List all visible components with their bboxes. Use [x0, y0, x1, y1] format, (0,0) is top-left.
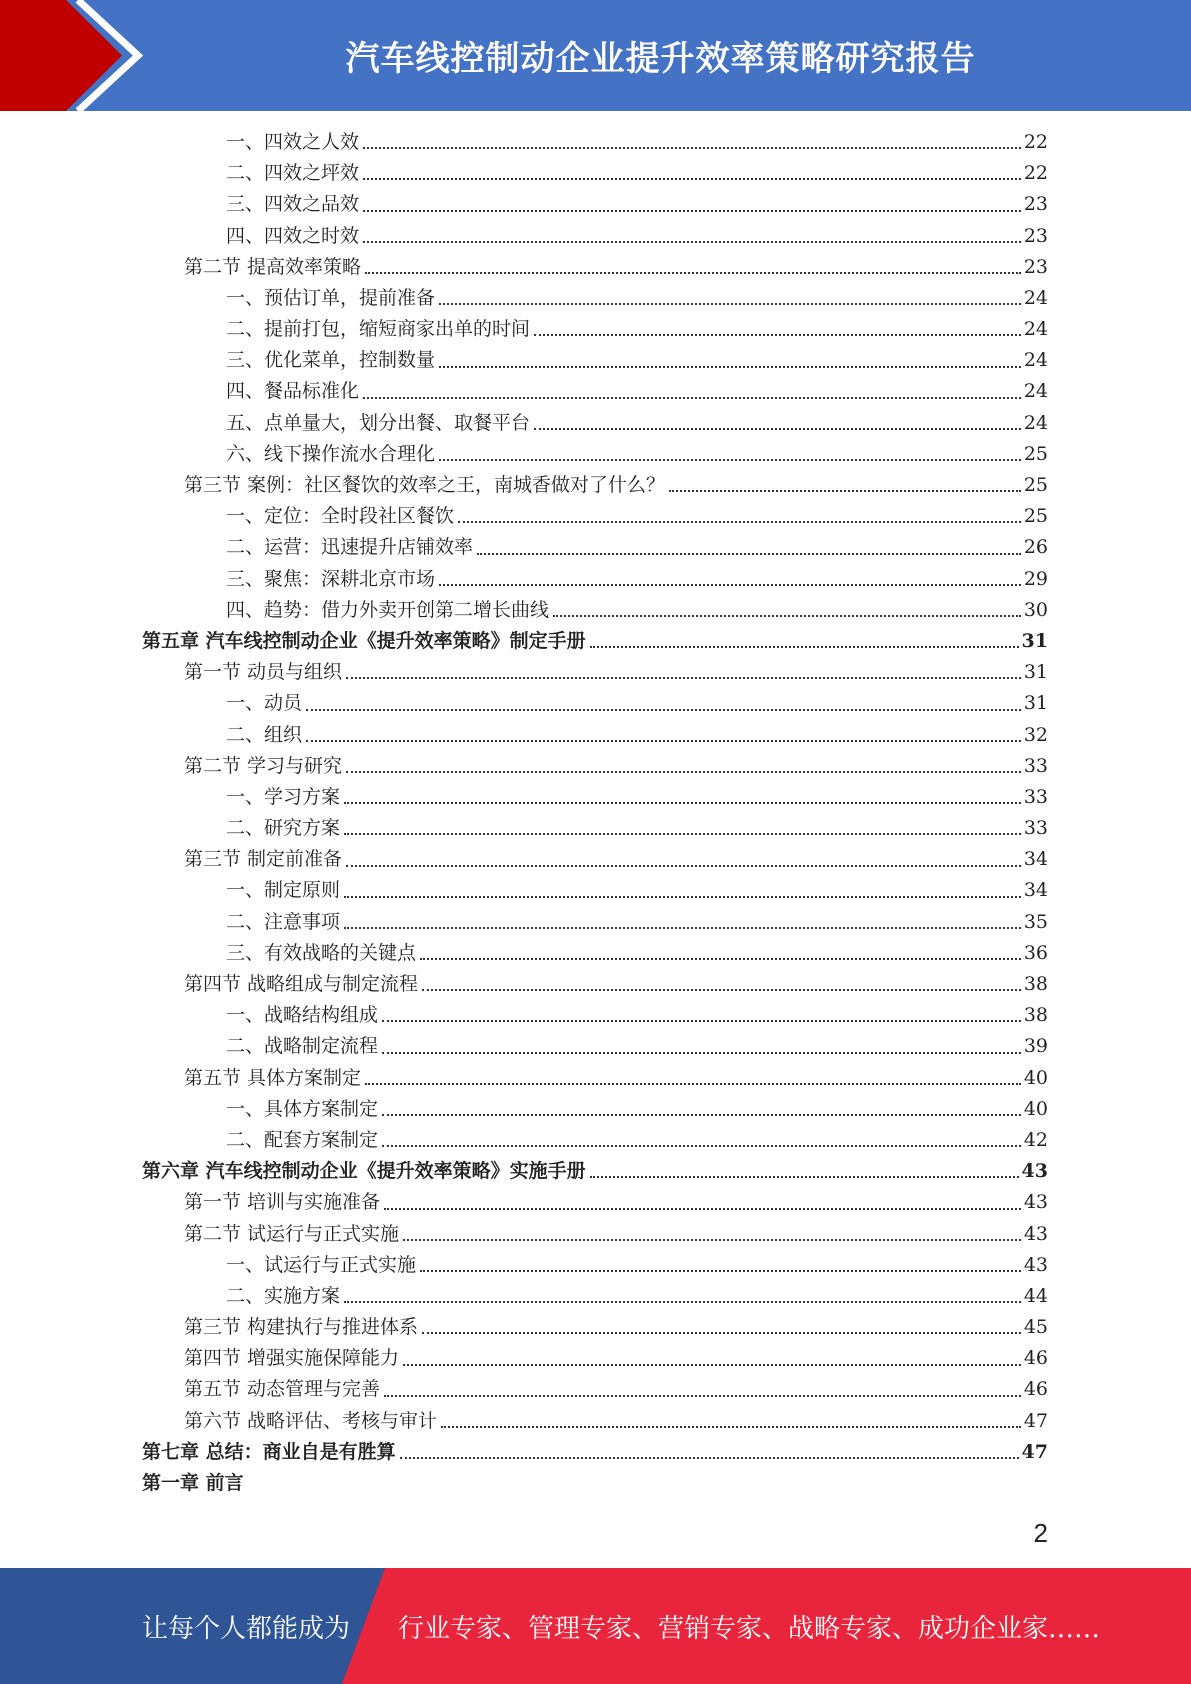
toc-section-row[interactable]: [142, 1375, 1048, 1406]
toc-entry-label: 一、定位：全时段社区餐饮: [226, 505, 455, 528]
toc-entry-label: 一、战略结构组成: [226, 1004, 379, 1027]
toc-entry-page: 25: [1023, 474, 1048, 497]
toc-subsection-row[interactable]: [142, 345, 1048, 376]
toc-dot-leader: [553, 615, 1021, 617]
toc-entry-page: 25: [1023, 442, 1048, 465]
toc-subsection-row[interactable]: [142, 720, 1048, 751]
toc-entry-label: 二、提前打包，缩短商家出单的时间: [226, 318, 531, 341]
toc-entry-label: 第一章 前言: [142, 1472, 244, 1495]
toc-entry-page: 22: [1023, 162, 1048, 185]
toc-entry-page: 31: [1021, 629, 1048, 652]
toc-entry-label: 六、线下操作流水合理化: [226, 442, 436, 465]
toc-dot-leader: [458, 521, 1021, 523]
toc-subsection-row[interactable]: [142, 158, 1048, 189]
toc-entry-label: 二、配套方案制定: [226, 1128, 379, 1151]
toc-entry-label: 第六节 战略评估、考核与审计: [184, 1409, 438, 1432]
toc-subsection-row[interactable]: [142, 283, 1048, 314]
toc-entry-page: 43: [1023, 1191, 1048, 1214]
toc-subsection-row[interactable]: [142, 189, 1048, 220]
toc-entry-label: 第二节 试运行与正式实施: [184, 1222, 400, 1245]
toc-entry-label: 第一节 动员与组织: [184, 661, 343, 684]
toc-entry-page: 43: [1023, 1222, 1048, 1245]
toc-section-row[interactable]: [142, 1063, 1048, 1094]
toc-entry-page: 24: [1023, 286, 1048, 309]
page-number: 2: [1033, 1518, 1048, 1548]
toc-dot-leader: [534, 334, 1021, 336]
toc-entry-page: 29: [1023, 567, 1048, 590]
toc-dot-leader: [363, 210, 1021, 212]
toc-entry-page: 36: [1023, 941, 1048, 964]
toc-dot-leader: [382, 1114, 1021, 1116]
toc-dot-leader: [344, 833, 1021, 835]
toc-subsection-row[interactable]: [142, 1000, 1048, 1031]
report-title: 汽车线控制动企业提升效率策略研究报告: [345, 39, 976, 79]
toc-subsection-row[interactable]: [142, 532, 1048, 563]
toc-entry-page: 38: [1023, 973, 1048, 996]
toc-entry-label: 一、四效之人效: [226, 130, 360, 153]
toc-entry-page: 33: [1023, 785, 1048, 808]
toc-entry-label: 一、预估订单，提前准备: [226, 286, 436, 309]
toc-entry-label: 五、点单量大，划分出餐、取餐平台: [226, 411, 531, 434]
footer-slogan-right: 行业专家、管理专家、营销专家、战略专家、成功企业家……: [398, 1613, 1101, 1644]
toc-entry-page: 34: [1023, 848, 1048, 871]
toc-dot-leader: [590, 1176, 1019, 1178]
toc-entry-label: 一、试运行与正式实施: [226, 1253, 417, 1276]
toc-dot-leader: [363, 147, 1021, 149]
toc-dot-leader: [382, 1020, 1021, 1022]
toc-entry-page: 23: [1023, 255, 1048, 278]
toc-subsection-row[interactable]: [142, 1094, 1048, 1125]
toc-entry-label: 二、四效之坪效: [226, 162, 360, 185]
toc-entry-page: 33: [1023, 817, 1048, 840]
toc-entry-page: 47: [1023, 1409, 1048, 1432]
toc-chapter-row[interactable]: [142, 1437, 1048, 1468]
toc-subsection-row[interactable]: [142, 876, 1048, 907]
toc-dot-leader: [534, 428, 1021, 430]
toc-entry-page: 46: [1023, 1347, 1048, 1370]
toc-dot-leader: [422, 989, 1021, 991]
toc-entry-label: 一、制定原则: [226, 879, 341, 902]
toc-entry-page: 24: [1023, 411, 1048, 434]
toc-entry-page: 33: [1023, 754, 1048, 777]
toc-dot-leader: [382, 1052, 1021, 1054]
toc-subsection-row[interactable]: [142, 688, 1048, 719]
toc-subsection-row[interactable]: [142, 1125, 1048, 1156]
toc-entry-label: 第五章 汽车线控制动企业《提升效率策略》制定手册: [142, 629, 586, 652]
toc-entry-label: 第五节 具体方案制定: [184, 1066, 362, 1089]
toc-entry-label: 第七章 总结：商业自是有胜算: [142, 1440, 396, 1463]
toc-section-row[interactable]: [142, 1219, 1048, 1250]
toc-dot-leader: [590, 646, 1019, 648]
toc-entry-label: 三、四效之品效: [226, 193, 360, 216]
toc-entry-label: 四、趋势：借力外卖开创第二增长曲线: [226, 598, 550, 621]
toc-chapter-row[interactable]: [142, 626, 1048, 657]
toc-section-row[interactable]: [142, 844, 1048, 875]
toc-entry-page: 35: [1023, 910, 1048, 933]
toc-subsection-row[interactable]: [142, 377, 1048, 408]
footer-slogan-left: 让每个人都能成为: [142, 1613, 351, 1644]
toc-entry-label: 三、优化菜单，控制数量: [226, 349, 436, 372]
toc-entry-page: 24: [1023, 349, 1048, 372]
toc-entry-page: 22: [1023, 130, 1048, 153]
toc-entry-page: 44: [1023, 1284, 1048, 1307]
toc-entry-label: 一、动员: [226, 692, 303, 715]
toc-section-row[interactable]: [142, 751, 1048, 782]
toc-entry-label: 第三节 构建执行与推进体系: [184, 1316, 419, 1339]
toc-dot-leader: [346, 865, 1021, 867]
toc-dot-leader: [420, 1270, 1021, 1272]
red-chevron-icon: [0, 0, 160, 111]
toc-entry-label: 二、研究方案: [226, 817, 341, 840]
toc-entry-page: 32: [1023, 723, 1048, 746]
toc-subsection-row[interactable]: [142, 314, 1048, 345]
toc-section-row[interactable]: [142, 470, 1048, 501]
toc-dot-leader: [384, 1395, 1021, 1397]
toc-entry-page: 39: [1023, 1035, 1048, 1058]
toc-entry-label: 三、聚焦：深耕北京市场: [226, 567, 436, 590]
toc-subsection-row[interactable]: [142, 938, 1048, 969]
toc-dot-leader: [441, 1426, 1021, 1428]
toc-subsection-row[interactable]: [142, 595, 1048, 626]
toc-entry-page: 31: [1023, 692, 1048, 715]
toc-subsection-row[interactable]: [142, 1031, 1048, 1062]
toc-section-row[interactable]: [142, 1343, 1048, 1374]
toc-entry-page: 30: [1023, 598, 1048, 621]
toc-subsection-row[interactable]: [142, 408, 1048, 439]
toc-dot-leader: [400, 1457, 1019, 1459]
toc-dot-leader: [363, 397, 1021, 399]
toc-dot-leader: [477, 553, 1021, 555]
toc-subsection-row[interactable]: [142, 501, 1048, 532]
toc-dot-leader: [439, 366, 1021, 368]
toc-dot-leader: [439, 459, 1021, 461]
toc-dot-leader: [403, 1239, 1021, 1241]
toc-section-row[interactable]: [142, 252, 1048, 283]
toc-entry-page: 25: [1023, 505, 1048, 528]
toc-subsection-row[interactable]: [142, 564, 1048, 595]
toc-dot-leader: [439, 303, 1021, 305]
toc-section-row[interactable]: [142, 657, 1048, 688]
toc-dot-leader: [344, 896, 1021, 898]
toc-entry-label: 第六章 汽车线控制动企业《提升效率策略》实施手册: [142, 1160, 586, 1183]
toc-entry-label: 二、实施方案: [226, 1284, 341, 1307]
toc-dot-leader: [420, 958, 1021, 960]
toc-subsection-row[interactable]: [142, 782, 1048, 813]
page-header: [0, 0, 1191, 111]
toc-entry-page: 40: [1023, 1066, 1048, 1089]
toc-entry-page: 40: [1023, 1097, 1048, 1120]
toc-section-row[interactable]: [142, 1406, 1048, 1437]
table-of-contents: [142, 127, 1048, 1499]
toc-dot-leader: [365, 272, 1021, 274]
toc-dot-leader: [344, 927, 1021, 929]
toc-dot-leader: [439, 584, 1021, 586]
toc-subsection-row[interactable]: [142, 439, 1048, 470]
toc-entry-page: 26: [1023, 536, 1048, 559]
toc-entry-label: 第三节 案例：社区餐饮的效率之王，南城香做对了什么？: [184, 474, 666, 497]
toc-entry-label: 一、具体方案制定: [226, 1097, 379, 1120]
toc-dot-leader: [403, 1364, 1021, 1366]
toc-entry-label: 二、战略制定流程: [226, 1035, 379, 1058]
toc-entry-label: 一、学习方案: [226, 785, 341, 808]
toc-entry-label: 第二节 学习与研究: [184, 754, 343, 777]
toc-subsection-row[interactable]: [142, 221, 1048, 252]
toc-entry-page: 23: [1023, 193, 1048, 216]
toc-entry-page: 47: [1021, 1440, 1048, 1463]
toc-dot-leader: [384, 1208, 1021, 1210]
toc-entry-page: 42: [1023, 1128, 1048, 1151]
toc-entry-label: 第一节 培训与实施准备: [184, 1191, 381, 1214]
toc-subsection-row[interactable]: [142, 907, 1048, 938]
toc-entry-page: 34: [1023, 879, 1048, 902]
toc-dot-leader: [422, 1332, 1021, 1334]
toc-entry-label: 第四节 战略组成与制定流程: [184, 973, 419, 996]
toc-entry-page: 43: [1021, 1160, 1048, 1183]
toc-section-row[interactable]: [142, 969, 1048, 1000]
page-footer: [0, 1568, 1191, 1684]
toc-chapter-row[interactable]: [142, 1468, 1048, 1499]
toc-subsection-row[interactable]: [142, 1281, 1048, 1312]
toc-entry-label: 第二节 提高效率策略: [184, 255, 362, 278]
toc-section-row[interactable]: [142, 1312, 1048, 1343]
toc-entry-page: 43: [1023, 1253, 1048, 1276]
toc-dot-leader: [365, 1083, 1021, 1085]
toc-entry-label: 第四节 增强实施保障能力: [184, 1347, 400, 1370]
toc-subsection-row[interactable]: [142, 813, 1048, 844]
toc-entry-page: 23: [1023, 224, 1048, 247]
toc-dot-leader: [382, 1145, 1021, 1147]
toc-entry-label: 二、注意事项: [226, 910, 341, 933]
toc-dot-leader: [346, 677, 1021, 679]
toc-dot-leader: [363, 178, 1021, 180]
toc-subsection-row[interactable]: [142, 1250, 1048, 1281]
toc-dot-leader: [363, 241, 1021, 243]
toc-entry-page: 24: [1023, 380, 1048, 403]
toc-entry-page: 31: [1023, 661, 1048, 684]
toc-dot-leader: [344, 802, 1021, 804]
toc-dot-leader: [306, 709, 1021, 711]
toc-entry-label: 第五节 动态管理与完善: [184, 1378, 381, 1401]
toc-entry-label: 二、组织: [226, 723, 303, 746]
toc-dot-leader: [344, 1301, 1021, 1303]
toc-entry-label: 二、运营：迅速提升店铺效率: [226, 536, 474, 559]
toc-entry-label: 第三节 制定前准备: [184, 848, 343, 871]
toc-entry-label: 三、有效战略的关键点: [226, 941, 417, 964]
toc-entry-page: 46: [1023, 1378, 1048, 1401]
toc-entry-page: 24: [1023, 318, 1048, 341]
toc-dot-leader: [669, 490, 1021, 492]
toc-chapter-row[interactable]: [142, 1156, 1048, 1187]
toc-entry-label: 四、四效之时效: [226, 224, 360, 247]
toc-subsection-row[interactable]: [142, 127, 1048, 158]
toc-dot-leader: [346, 771, 1021, 773]
toc-entry-label: 四、餐品标准化: [226, 380, 360, 403]
toc-entry-page: 45: [1023, 1316, 1048, 1339]
toc-dot-leader: [306, 740, 1021, 742]
toc-section-row[interactable]: [142, 1187, 1048, 1218]
toc-entry-page: 38: [1023, 1004, 1048, 1027]
